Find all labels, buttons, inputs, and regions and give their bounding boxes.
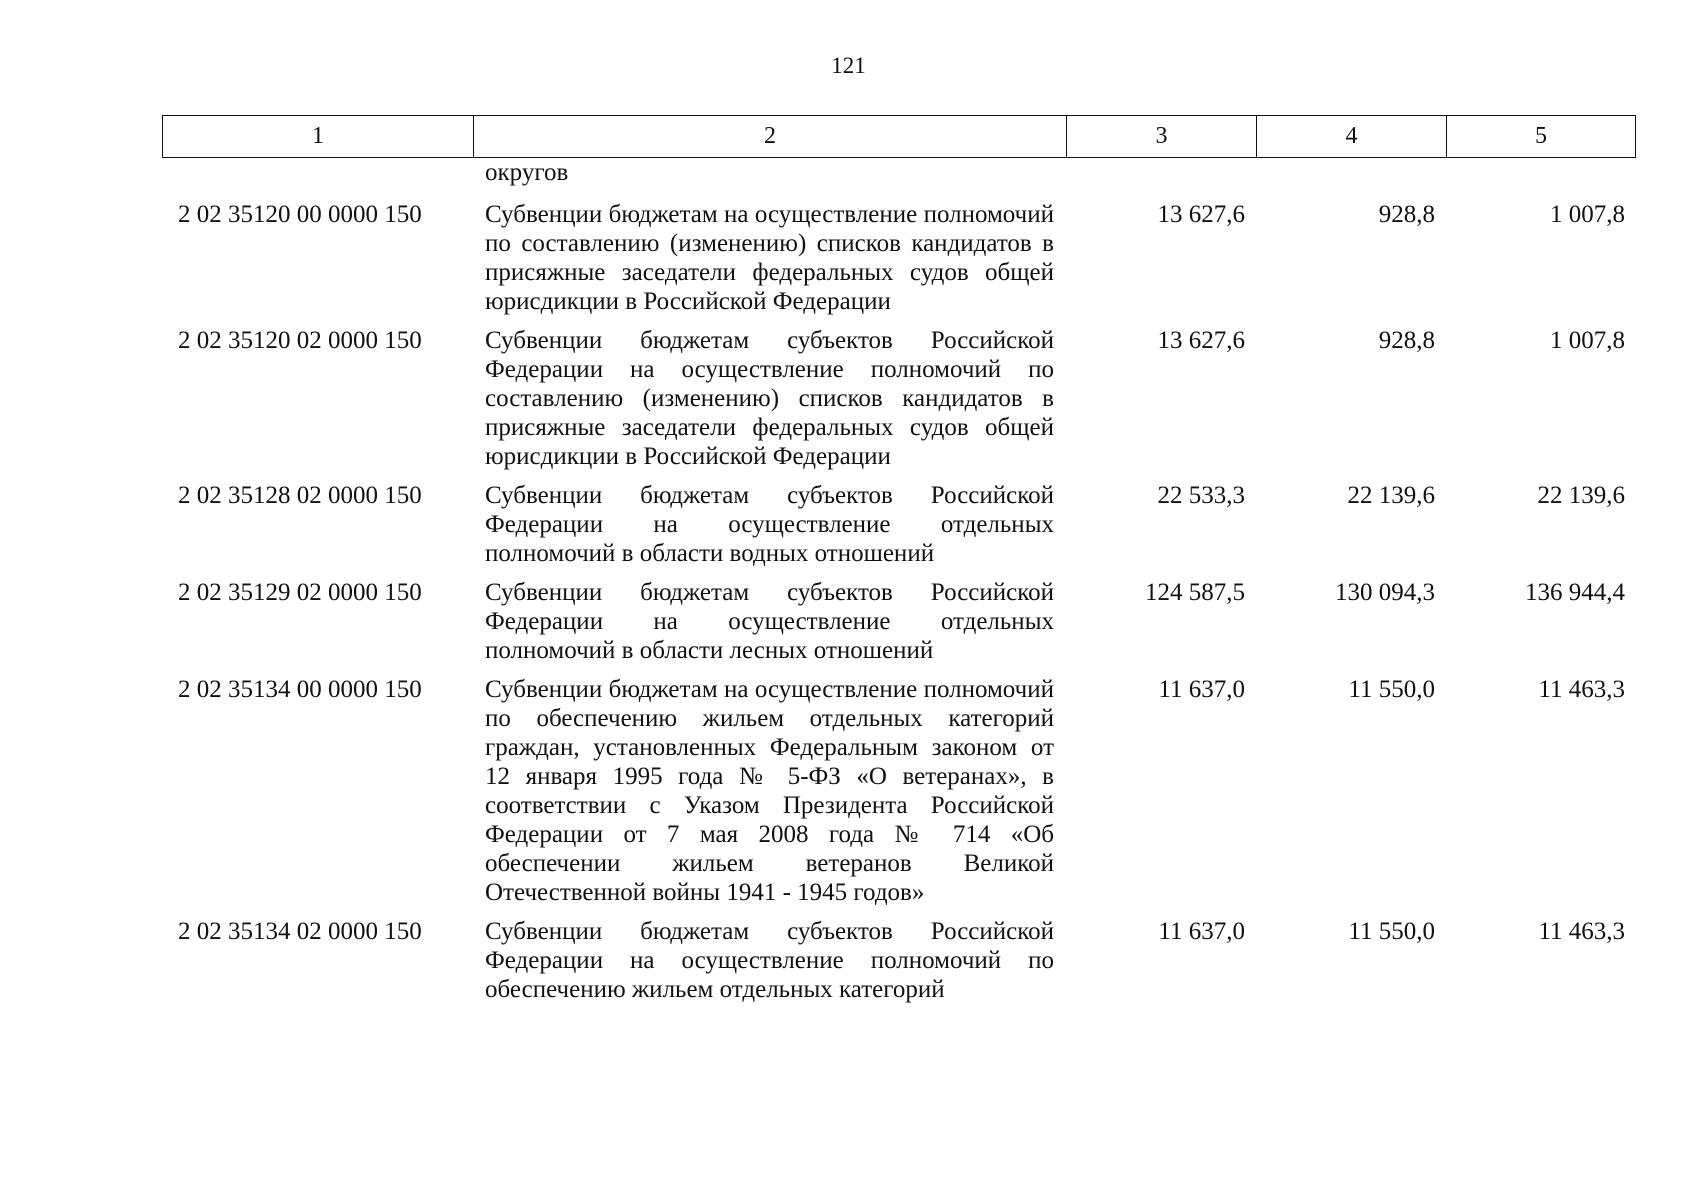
code-cell: 2 02 35120 02 0000 150 xyxy=(178,327,422,354)
value-col-4: 130 094,3 xyxy=(1335,579,1435,606)
value-col-5: 1 007,8 xyxy=(1550,327,1625,354)
page-number: 121 xyxy=(831,53,866,78)
value-col-5: 136 944,4 xyxy=(1525,579,1625,606)
value-col-5: 22 139,6 xyxy=(1537,482,1625,509)
value-col-4: 22 139,6 xyxy=(1347,482,1435,509)
code-cell: 2 02 35129 02 0000 150 xyxy=(178,579,422,606)
value-col-3: 11 637,0 xyxy=(1158,676,1245,703)
header-col-1: 1 xyxy=(163,116,474,157)
code-cell: 2 02 35120 00 0000 150 xyxy=(178,201,422,228)
table-row xyxy=(162,917,1636,1004)
value-col-4: 11 550,0 xyxy=(1348,918,1435,945)
code-cell: 2 02 35134 00 0000 150 xyxy=(178,676,422,703)
description-cell: Субвенции бюджетам субъектов Российской Федерации на осуществление отдельных полномочий в области лесных отношений xyxy=(485,579,1054,664)
table-body xyxy=(162,158,1636,1014)
description-cell: Субвенции бюджетам субъектов Российской Федерации на осуществление полномочий по обеспечению жильем отдельных категорий xyxy=(485,918,1054,1003)
table-row xyxy=(162,578,1636,665)
table-row xyxy=(162,481,1636,568)
value-col-3: 11 637,0 xyxy=(1158,918,1245,945)
table-row xyxy=(162,675,1636,907)
description-cell: Субвенции бюджетам на осуществление полномочий по составлению (изменению) списков кандидатов в присяжные заседатели федеральных судов общей юрисдикции в Российской Федерации xyxy=(485,201,1054,315)
code-cell: 2 02 35134 02 0000 150 xyxy=(178,918,422,945)
value-col-5: 11 463,3 xyxy=(1538,676,1625,703)
header-col-2: 2 xyxy=(474,116,1067,157)
value-col-5: 1 007,8 xyxy=(1550,201,1625,228)
description-cell: Субвенции бюджетам на осуществление полномочий по обеспечению жильем отдельных категорий граждан, установленных Федеральным законом от 12 января 1995 года № 5-ФЗ «О ветеранах», в соответствии с Указом Президента Российской Федерации от 7 мая 2008 года № 714 «Об обеспечении жильем ветеранов Великой Отечественной войны 1941 - 1945 годов» xyxy=(485,676,1054,906)
description-cell: округов xyxy=(485,159,569,186)
description-cell: Субвенции бюджетам субъектов Российской Федерации на осуществление отдельных полномочий в области водных отношений xyxy=(485,482,1054,567)
header-col-4: 4 xyxy=(1257,116,1447,157)
value-col-3: 124 587,5 xyxy=(1145,579,1245,606)
table-row xyxy=(162,200,1636,316)
value-col-3: 22 533,3 xyxy=(1157,482,1245,509)
table-row-continuation xyxy=(162,158,1636,187)
value-col-4: 928,8 xyxy=(1378,201,1435,228)
table-header xyxy=(162,115,1636,158)
value-col-3: 13 627,6 xyxy=(1157,201,1245,228)
header-col-5: 5 xyxy=(1535,123,1547,149)
table-row xyxy=(162,326,1636,471)
value-col-5: 11 463,3 xyxy=(1538,918,1625,945)
header-col-3: 3 xyxy=(1067,116,1257,157)
value-col-4: 928,8 xyxy=(1378,327,1435,354)
code-cell: 2 02 35128 02 0000 150 xyxy=(178,482,422,509)
value-col-4: 11 550,0 xyxy=(1348,676,1435,703)
description-cell: Субвенции бюджетам субъектов Российской Федерации на осуществление полномочий по составлению (изменению) списков кандидатов в присяжные заседатели федеральных судов общей юрисдикции в Российской Федерации xyxy=(485,327,1054,470)
value-col-3: 13 627,6 xyxy=(1157,327,1245,354)
